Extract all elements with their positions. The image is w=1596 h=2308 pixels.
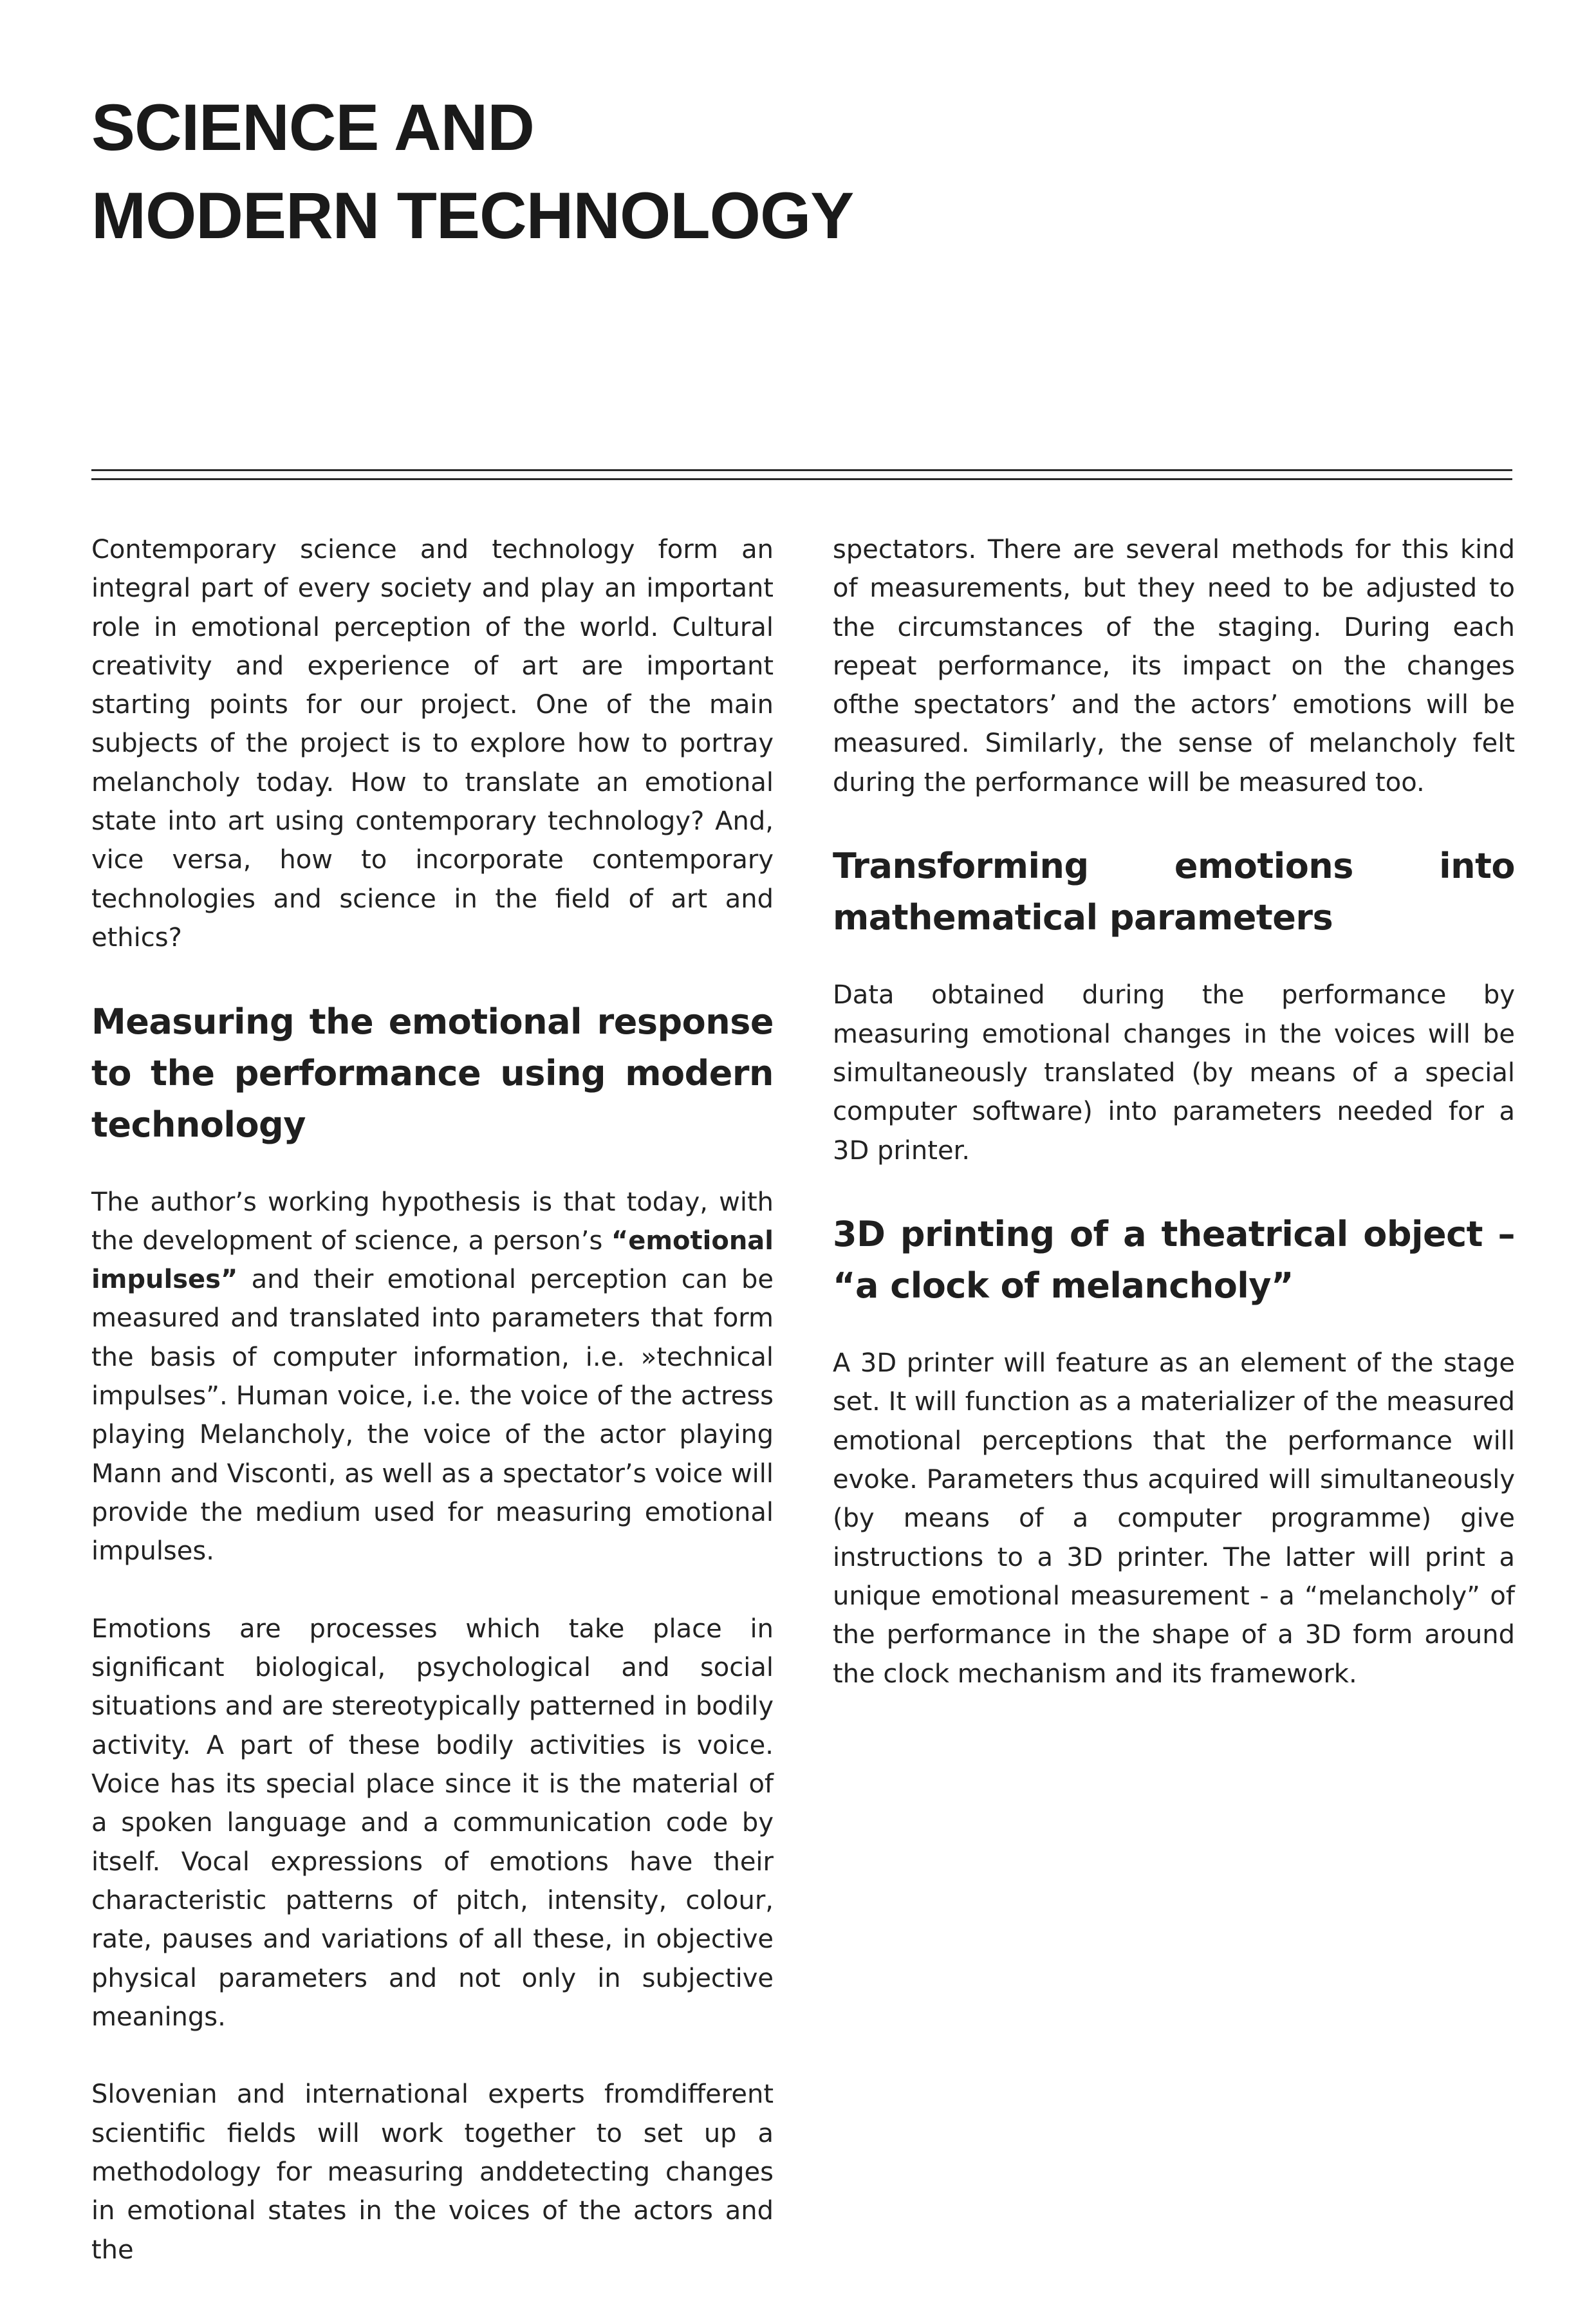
title-divider-bottom: [91, 478, 1512, 480]
heading-transforming-emotions: Transforming emotions into mathematical parameters: [833, 846, 1515, 938]
page-title-line-2: MODERN TECHNOLOGY: [91, 179, 854, 252]
heading-measuring-emotional-response: Measuring the emotional response to the performance using modern technology: [91, 1001, 774, 1145]
page-title-line-1: SCIENCE AND: [91, 91, 534, 164]
intro-paragraph: Contemporary science and technology form an integral part of every society and play an important role in emotional perception of the world. Cultural creativity and experience of art are important starting points for our project. One of the main subjects of the project is to explore how to portray melancholy today. How to translate an emotional state into art using contemporary technology? And, vice versa, how to incorporate contemporary technologies and science in the field of art and ethics?: [91, 535, 774, 953]
emotional-impulses-term: “emotional impulses”: [91, 1225, 774, 1295]
hypothesis-text-start: The author’s working hypothesis is that today, with the development of science, a person’s: [91, 1187, 774, 1256]
left-column: [91, 530, 774, 2308]
spectators-paragraph: spectators. There are several methods for this kind of measurements, but they need to be adjusted to the circumstances of the staging. During each repeat performance, its impact on the changes ofthe spectators’ and the actors’ emotions will be measured. Similarly, the sense of melancholy felt during the performance will be measured too.: [833, 535, 1515, 797]
page-title: [91, 84, 853, 260]
right-column: [833, 530, 1515, 1732]
3d-printer-paragraph: A 3D printer will feature as an element of the stage set. It will function as a materializer of the measured emotional perceptions that the performance will evoke. Parameters thus acquired will simultaneously (by means of a computer programme) give instructions to a 3D printer. The latter will print a unique emotional measurement - a “melancholy” of the performance in the shape of a 3D form around the clock mechanism and its framework.: [833, 1348, 1515, 1689]
hypothesis-text-end: and their emotional perception can be measured and translated into parameters that form the basis of computer information, i.e. »technical impulses”. Human voice, i.e. the voice of the actress playing Melancholy, the voice of the actor playing Mann and Visconti, as well as a spectator’s voice will provide the medium used for measuring emotional impulses.: [91, 1265, 774, 1567]
emotions-paragraph: Emotions are processes which take place in significant biological, psychological and social situations and are stereotypically patterned in bodily activity. A part of these bodily activities is voice. Voice has its special place since it is the material of a spoken language and a communication code by itself. Vocal expressions of emotions have their characteristic patterns of pitch, intensity, colour, rate, pauses and variations of all these, in objective physical parameters and not only in subjective meanings.: [91, 1614, 774, 2032]
hypothesis-paragraph: [91, 1183, 774, 1571]
title-divider-top: [91, 469, 1512, 471]
experts-paragraph: Slovenian and international experts fromdifferent scientific fields will work together to set up a methodology for measuring anddetecting changes in emotional states in the voices of the actors and the: [91, 2080, 774, 2265]
heading-3d-printing: 3D printing of a theatrical object – “a clock of melancholy”: [833, 1214, 1515, 1307]
data-obtained-paragraph: Data obtained during the performance by measuring emotional changes in the voices will be simultaneously translated (by means of a special computer software) into parameters needed for a 3D printer.: [833, 980, 1515, 1166]
